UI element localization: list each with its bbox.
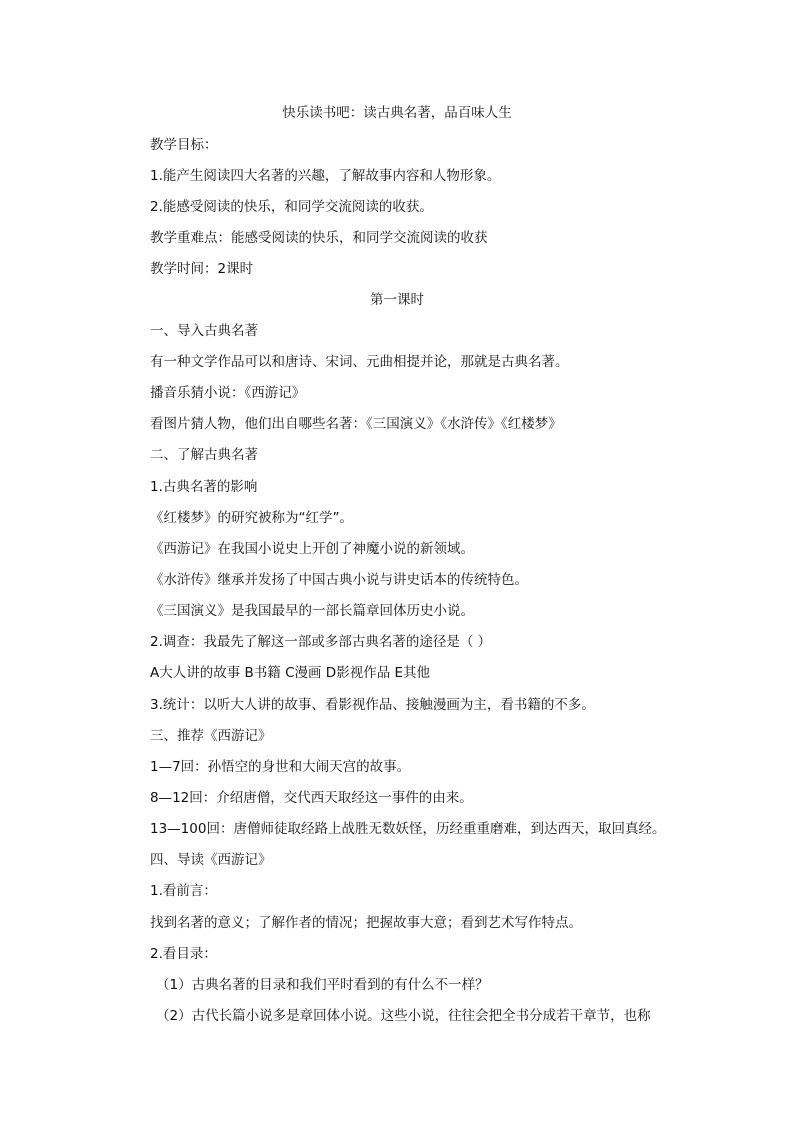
section-4-paragraph: 找到名著的意义；了解作者的情况；把握故事大意；看到艺术写作特点。 — [150, 915, 582, 931]
section-4-question: （1）古典名著的目录和我们平时看到的有什么不一样？ — [156, 977, 489, 993]
document-title: 快乐读书吧：读古典名著，品百味人生 — [282, 105, 512, 121]
section-4-heading: 四、导读《西游记》 — [150, 852, 272, 868]
survey-question: 2.调查：我最先了解这一部或多部古典名著的途径是（ ） — [150, 634, 492, 650]
objective-2: 2.能感受阅读的快乐，和同学交流阅读的收获。 — [150, 199, 433, 215]
section-2-paragraph: 《红楼梦》的研究被称为“红学”。 — [150, 510, 353, 526]
section-3-paragraph: 8—12回：介绍唐僧，交代西天取经这一事件的由来。 — [150, 790, 473, 806]
objectives-heading: 教学目标： — [150, 137, 218, 153]
section-2-paragraph: 《三国演义》是我国最早的一部长篇章回体历史小说。 — [150, 603, 474, 619]
survey-options: A大人讲的故事 B书籍 C漫画 D影视作品 E其他 — [150, 665, 431, 681]
section-4-subheading: 1.看前言： — [150, 883, 217, 899]
teaching-duration: 教学时间：2课时 — [150, 261, 254, 277]
section-1-paragraph: 播音乐猜小说：《西游记》 — [150, 385, 306, 401]
key-points: 教学重难点：能感受阅读的快乐，和同学交流阅读的收获 — [150, 230, 488, 246]
lesson-heading: 第一课时 — [370, 292, 424, 308]
section-2-paragraph: 《水浒传》继承并发扬了中国古典小说与讲史话本的传统特色。 — [150, 572, 528, 588]
survey-statistics: 3.统计：以听大人讲的故事、看影视作品、接触漫画为主，看书籍的不多。 — [150, 697, 595, 713]
section-1-paragraph: 看图片猜人物，他们出自哪些名著：《三国演义》《水浒传》《红楼梦》 — [150, 416, 562, 432]
section-4-question: （2）古代长篇小说多是章回体小说。这些小说，往往会把全书分成若干章节，也称 — [156, 1008, 651, 1024]
section-3-paragraph: 13—100回：唐僧师徒取经路上战胜无数妖怪，历经重重磨难，到达西天，取回真经。 — [150, 821, 666, 837]
section-2-heading: 二、了解古典名著 — [150, 447, 258, 463]
section-2-paragraph: 《西游记》在我国小说史上开创了神魔小说的新领域。 — [150, 541, 474, 557]
section-4-subheading: 2.看目录： — [150, 946, 217, 962]
section-3-heading: 三、推荐《西游记》 — [150, 728, 272, 744]
objective-1: 1.能产生阅读四大名著的兴趣，了解故事内容和人物形象。 — [150, 168, 501, 184]
section-2-subheading: 1.古典名著的影响 — [150, 479, 258, 495]
section-1-paragraph: 有一种文学作品可以和唐诗、宋词、元曲相提并论，那就是古典名著。 — [150, 354, 569, 370]
section-3-paragraph: 1—7回：孙悟空的身世和大闹天宫的故事。 — [150, 759, 411, 775]
section-1-heading: 一、导入古典名著 — [150, 323, 258, 339]
